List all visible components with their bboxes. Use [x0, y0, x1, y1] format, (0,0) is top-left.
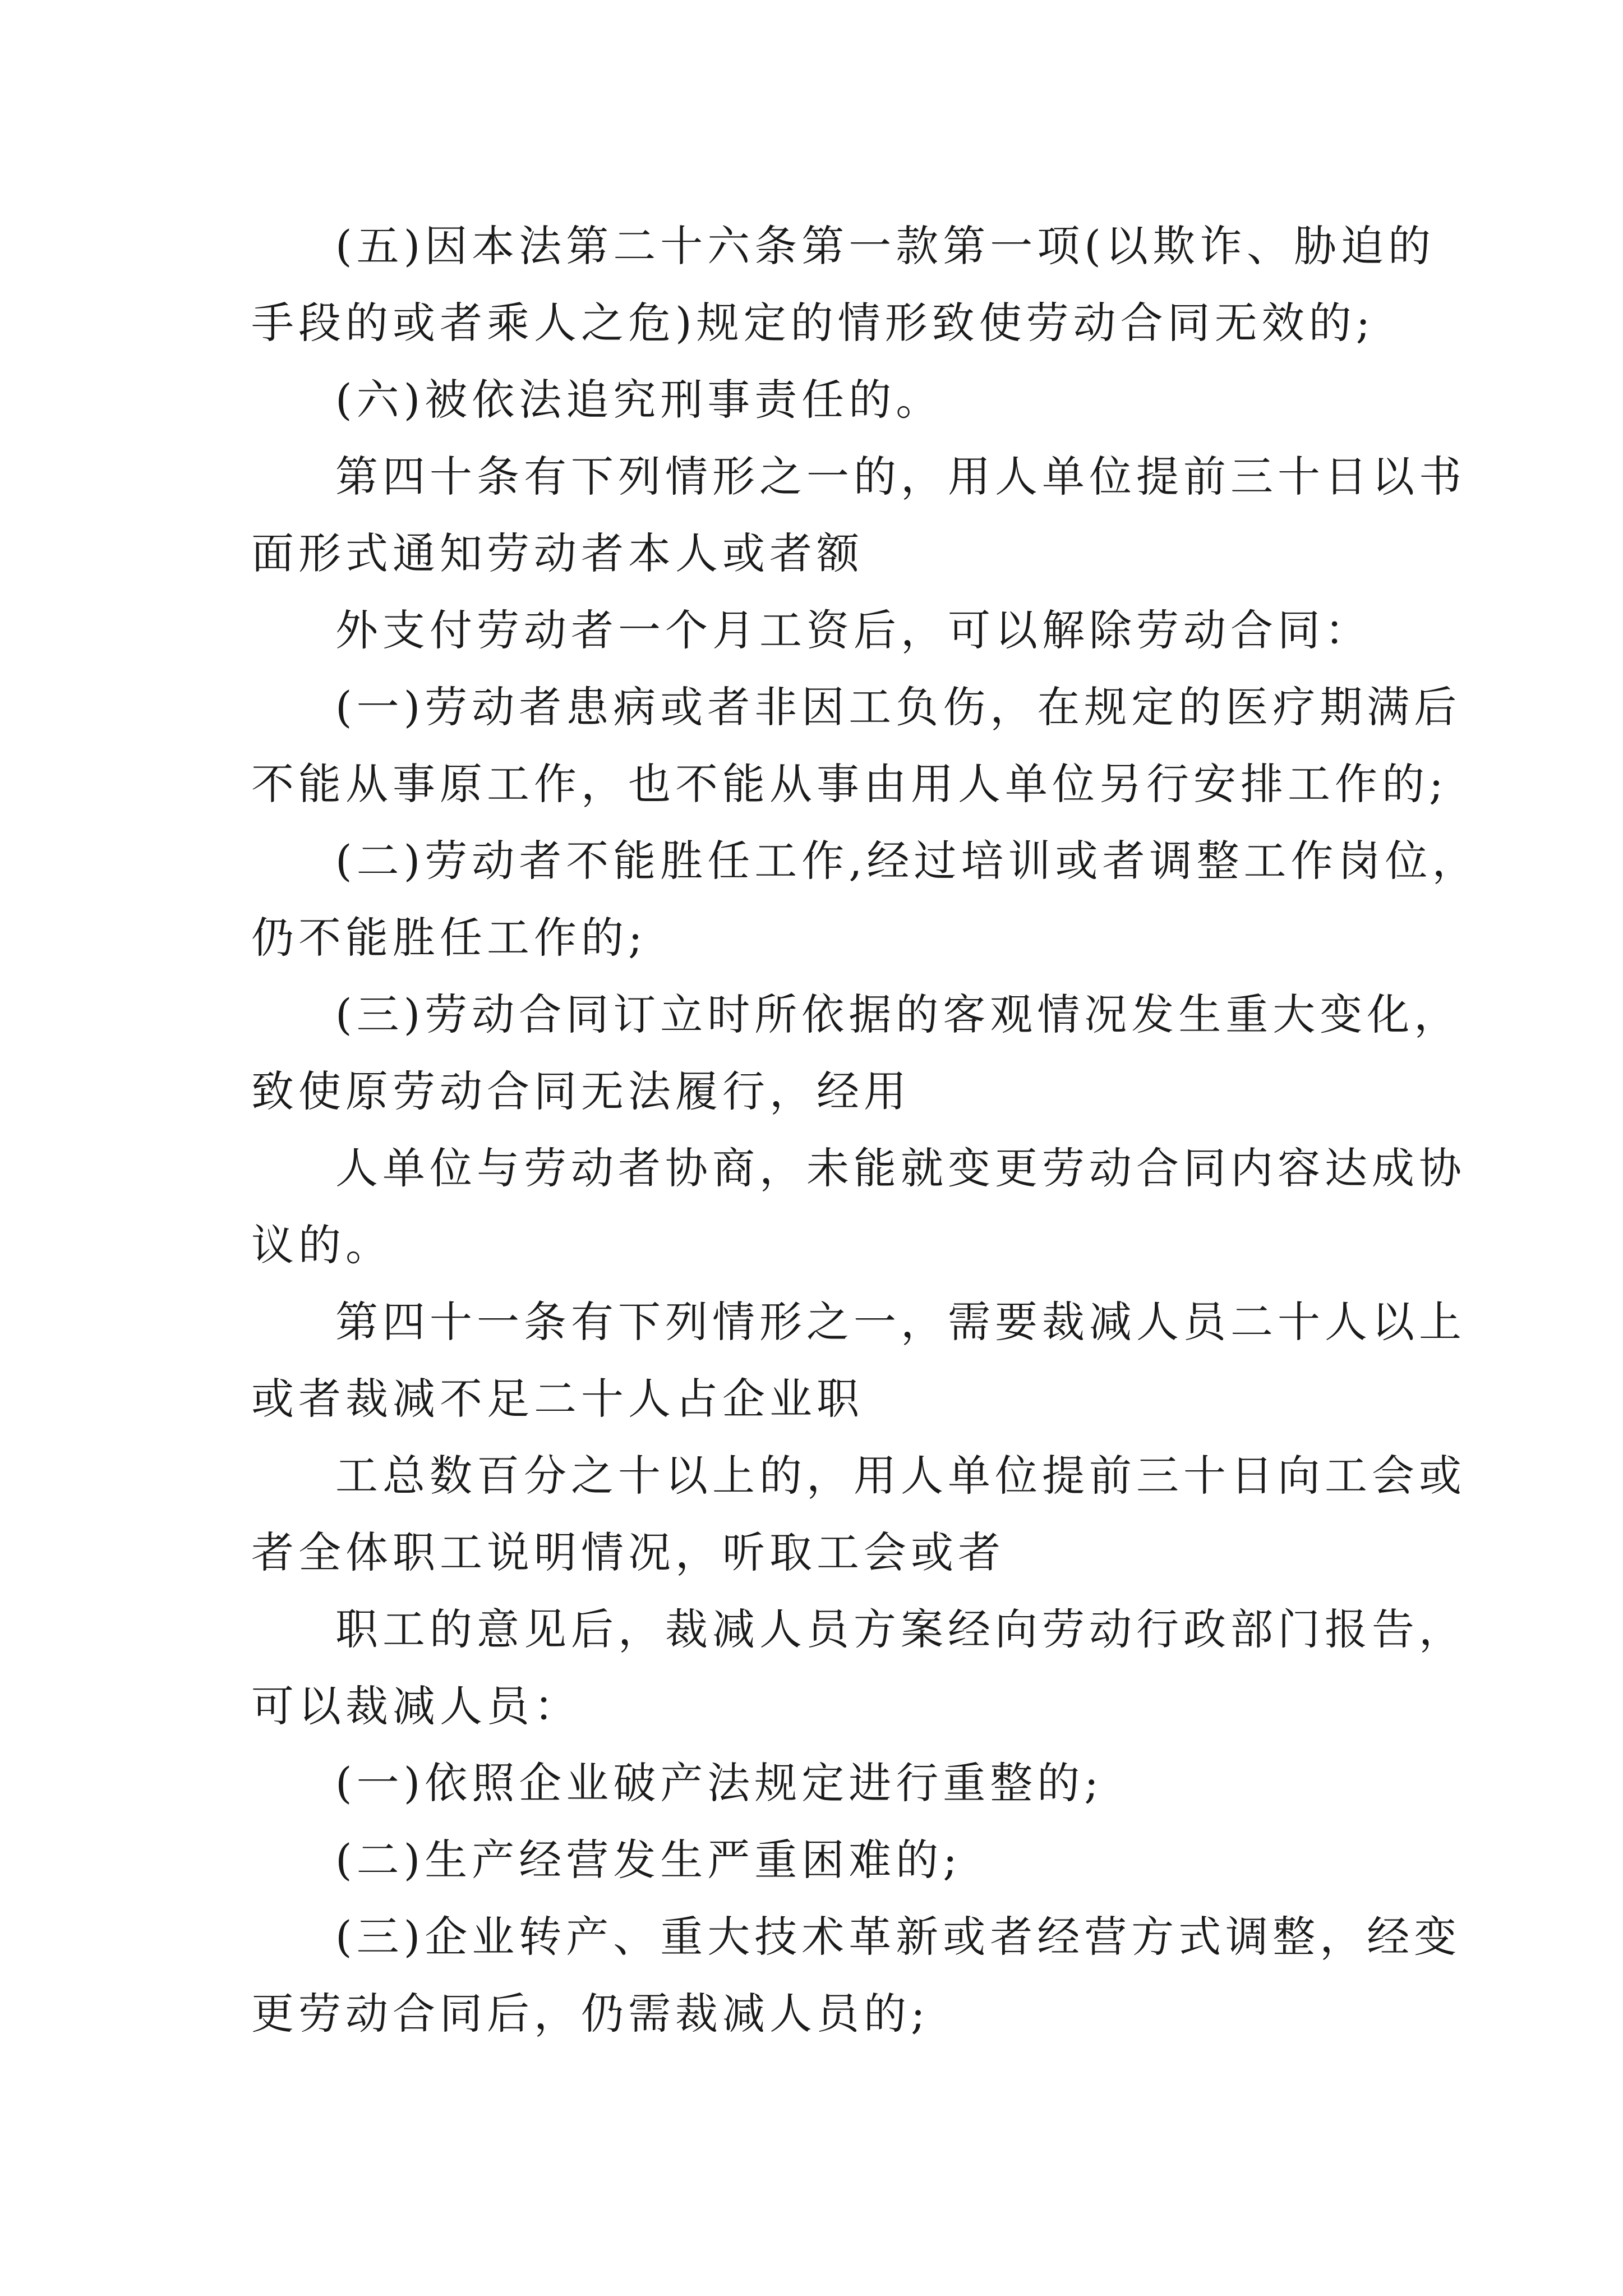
paragraph-line: (三)企业转产、重大技术革新或者经营方式调整，经变 [335, 1912, 1461, 1962]
paragraph-line: 者全体职工说明情况，听取工会或者 [251, 1527, 1005, 1577]
paragraph-line: 议的。 [251, 1220, 393, 1270]
paragraph-line: 或者裁减不足二十人占企业职 [251, 1374, 864, 1424]
paragraph-line: (二)生产经营发生严重困难的; [335, 1835, 962, 1885]
paragraph-line: (一)依照企业破产法规定进行重整的; [335, 1758, 1103, 1808]
paragraph-line: (六)被依法追究刑事责任的。 [335, 375, 943, 425]
paragraph-line: (三)劳动合同订立时所依据的客观情况发生重大变化， [335, 990, 1461, 1039]
paragraph-line: 第四十一条有下列情形之一，需要裁减人员二十人以上 [335, 1297, 1466, 1347]
paragraph-line: 第四十条有下列情形之一的，用人单位提前三十日以书 [335, 452, 1466, 501]
paragraph-line: 手段的或者乘人之危)规定的情形致使劳动合同无效的; [251, 298, 1375, 348]
paragraph-line: 可以裁减人员： [251, 1681, 581, 1731]
paragraph-line: 不能从事原工作，也不能从事由用人单位另行安排工作的; [251, 759, 1448, 809]
document-body [251, 208, 1479, 2052]
paragraph-line: 面形式通知劳动者本人或者额 [251, 528, 864, 578]
paragraph-line: (一)劳动者患病或者非因工负伤，在规定的医疗期满后 [335, 682, 1461, 732]
paragraph-line: 工总数百分之十以上的，用人单位提前三十日向工会或 [335, 1451, 1466, 1501]
paragraph-line: 致使原劳动合同无法履行，经用 [251, 1066, 911, 1116]
paragraph-line: 人单位与劳动者协商，未能就变更劳动合同内容达成协 [335, 1143, 1466, 1193]
paragraph-line: 仍不能胜任工作的; [251, 913, 647, 963]
paragraph-line: (五)因本法第二十六条第一款第一项(以欺诈、胁迫的 [335, 221, 1435, 271]
paragraph-line: 外支付劳动者一个月工资后，可以解除劳动合同： [335, 605, 1372, 655]
paragraph-line: (二)劳动者不能胜任工作,经过培训或者调整工作岗位， [335, 836, 1479, 886]
paragraph-line: 更劳动合同后，仍需裁减人员的; [251, 1989, 930, 2039]
paragraph-line: 职工的意见后，裁减人员方案经向劳动行政部门报告， [335, 1604, 1466, 1654]
